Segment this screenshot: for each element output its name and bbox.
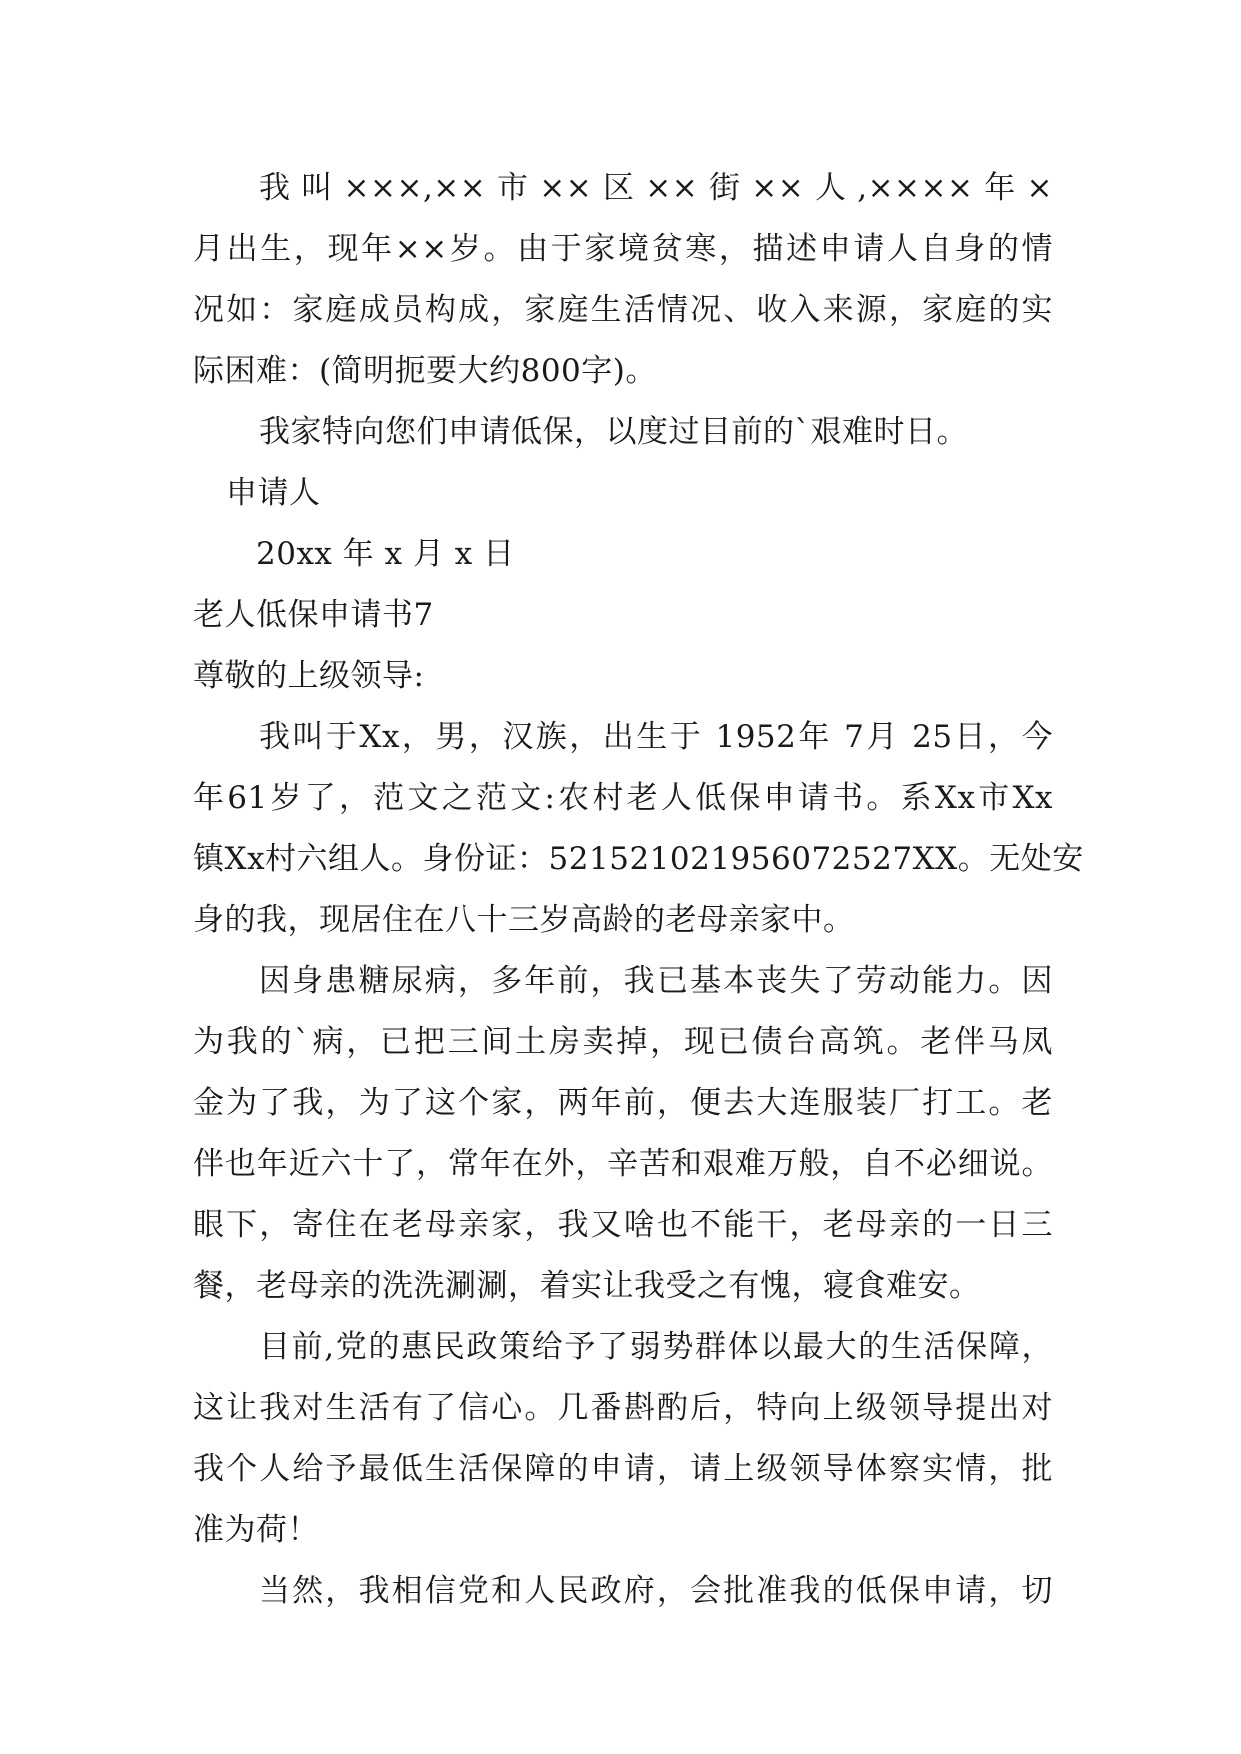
para-6-line-1: 当然，我相信党和人民政府，会批准我的低保申请，切 [259, 1573, 1053, 1609]
para-1-line-2: 月出生，现年××岁。由于家境贫寒，描述申请人自身的情 [193, 231, 1053, 267]
para-3-line-3: 镇Xx村六组人。身份证：5215210219560725​27XX。无处安 [193, 841, 1084, 877]
para-5-line-1: 目前,党的惠民政策给予了弱势群体以最大的生活保障， [259, 1329, 1053, 1365]
date-line: 20xx 年 x 月 x 日 [256, 536, 515, 572]
para-4-line-1: 因身患糖尿病，多年前，我已基本丧失了劳动能力。因 [259, 963, 1053, 999]
para-2-line-1: 我家特向您们申请低保，以度过目前的`艰难时日。 [259, 414, 968, 450]
para-5-line-3: 我个人给予最低生活保障的申请，请上级领导体察实情，批 [193, 1451, 1053, 1487]
para-1-line-4: 际困难：(简明扼要大约800字)。 [193, 353, 657, 389]
para-1-line-1: 我叫×××,××市××区××街××人,××××年× [259, 170, 1053, 206]
para-3-line-4: 身的我，现居住在八十三岁高龄的老母亲家中。 [193, 902, 855, 938]
para-4-line-2: 为我的`病，已把三间土房卖掉，现已债台高筑。老伴马凤 [193, 1024, 1053, 1060]
para-4-line-4: 伴也年近六十了，常年在外，辛苦和艰难万般，自不必细说。 [193, 1146, 1053, 1182]
document-page [193, 158, 1084, 1622]
applicant-label: 申请人 [226, 475, 321, 511]
para-5-line-2: 这让我对生活有了信心。几番斟酌后，特向上级领导提出对 [193, 1390, 1053, 1426]
section-title: 老人低保申请书7 [193, 597, 434, 633]
para-3-line-1: 我叫于Xx，男，汉族，出生于 1952年 7月 25日，今 [259, 719, 1053, 755]
para-4-line-5: 眼下，寄住在老母亲家，我又啥也不能干，老母亲的一日三 [193, 1207, 1053, 1243]
para-3-line-2: 年61岁了，范文之范文:农村老人低保申请书。系Xx市Xx [193, 780, 1053, 816]
para-4-line-3: 金为了我，为了这个家，两年前，便去大连服装厂打工。老 [193, 1085, 1053, 1121]
para-1-line-3: 况如：家庭成员构成，家庭生活情况、收入来源，家庭的实 [193, 292, 1053, 328]
para-5-line-4: 准为荷！ [193, 1512, 319, 1548]
para-4-line-6: 餐，老母亲的洗洗涮涮，着实让我受之有愧，寝食难安。 [193, 1268, 981, 1304]
salutation: 尊敬的上级领导: [193, 658, 425, 694]
